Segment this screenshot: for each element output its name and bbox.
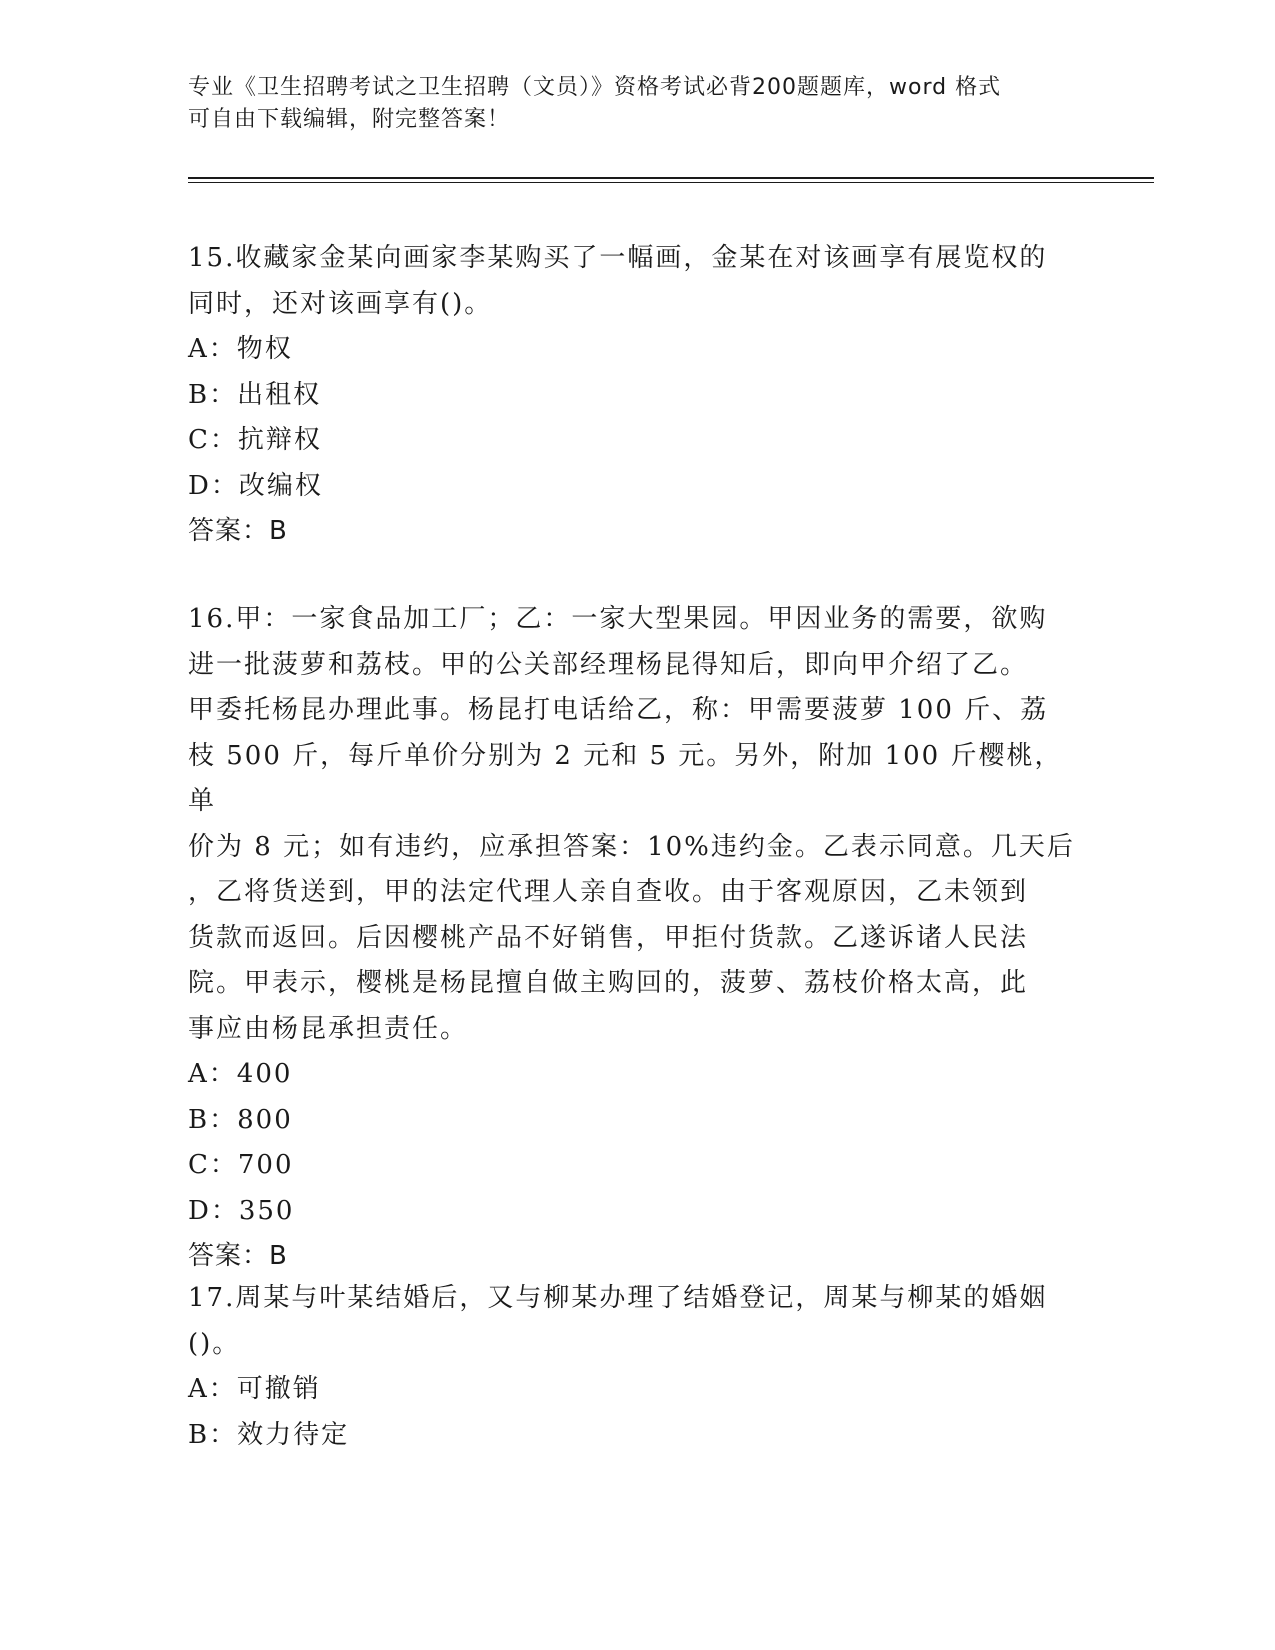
question-text: 进一批菠萝和荔枝。甲的公关部经理杨昆得知后，即向甲介绍了乙。 [188, 649, 1029, 680]
header-divider-thin [188, 182, 1154, 183]
question-text: 枝 500 斤，每斤单价分别为 2 元和 5 元。另外，附加 100 斤樱桃，单 [188, 740, 1063, 816]
option-d: D：改编权 [188, 470, 323, 501]
option-b: B：800 [188, 1104, 293, 1135]
answer-label: 答案：B [188, 516, 288, 546]
question-text: 价为 8 元；如有违约，应承担答案：10%违约金。乙表示同意。几天后 [188, 831, 1075, 862]
question-text: 15.收藏家金某向画家李某购买了一幅画，金某在对该画享有展览权的 [188, 243, 1048, 273]
question-text: ，乙将货送到，甲的法定代理人亲自查收。由于客观原因，乙未领到 [188, 877, 1029, 907]
option-a: A：400 [188, 1059, 293, 1089]
option-a: A：物权 [188, 334, 293, 364]
question-text: 货款而返回。后因樱桃产品不好销售，甲拒付货款。乙遂诉诸人民法 [188, 922, 1029, 953]
question-text: 同时，还对该画享有()。 [188, 288, 493, 319]
question-16 [188, 597, 1088, 1280]
option-a: A：可撤销 [188, 1374, 321, 1404]
header-line: 可自由下载编辑，附完整答案！ [188, 107, 511, 132]
question-17 [188, 1276, 1088, 1458]
question-text: 16.甲：一家食品加工厂；乙：一家大型果园。甲因业务的需要，欲购 [188, 604, 1048, 634]
option-c: C：抗辩权 [188, 425, 322, 455]
answer-label: 答案：B [188, 1241, 288, 1271]
header-divider [188, 177, 1154, 179]
question-text: 事应由杨昆承担责任。 [188, 1013, 469, 1044]
option-d: D：350 [188, 1195, 295, 1226]
document-header [188, 72, 1068, 136]
option-c: C：700 [188, 1150, 294, 1180]
option-b: B：出租权 [188, 379, 322, 410]
question-text: 甲委托杨昆办理此事。杨昆打电话给乙，称：甲需要菠萝 100 斤、荔 [188, 695, 1049, 725]
header-line: 专业《卫生招聘考试之卫生招聘（文员）》资格考试必背200题题库，word 格式 [188, 75, 1002, 100]
question-text: ()。 [188, 1328, 241, 1359]
option-b: B：效力待定 [188, 1419, 350, 1450]
question-text: 17.周某与叶某结婚后，又与柳某办理了结婚登记，周某与柳某的婚姻 [188, 1283, 1048, 1313]
question-15 [188, 236, 1088, 555]
question-text: 院。甲表示，樱桃是杨昆擅自做主购回的，菠萝、荔枝价格太高，此 [188, 968, 1029, 998]
